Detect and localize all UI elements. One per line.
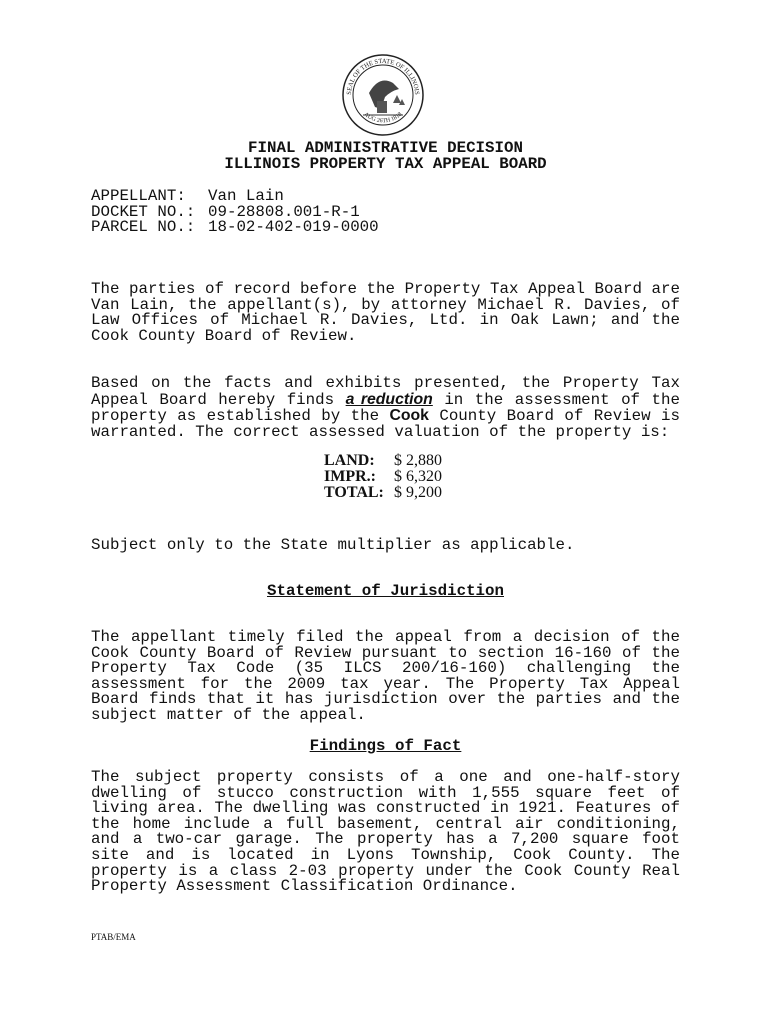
parties-paragraph xyxy=(91,282,680,344)
case-info xyxy=(91,189,680,236)
footer-initials: PTAB/EMA xyxy=(91,932,136,942)
state-seal-icon xyxy=(341,53,425,137)
heading-text: Statement of Jurisdiction xyxy=(267,582,504,600)
title-line-1: FINAL ADMINISTRATIVE DECISION xyxy=(248,139,523,157)
svg-text:AUG 26TH 1818: AUG 26TH 1818 xyxy=(362,111,404,125)
value: $ 6,320 xyxy=(394,468,442,485)
county-name: Cook xyxy=(389,407,429,425)
paragraph-text: The subject property consists of a one and one-half-story dwelling of stucco construction with 1,555 square feet of living area. The dwelling was constructed in 1921. Features of the home include a full basement, central air conditioning, and a two-car garage. The property has a 7,200 square foot site and is located in Lyons Township, Cook County. The property is a class 2-03 property under the Cook County Real Property Assessment Classification Ordinance. xyxy=(91,768,680,896)
heading-text: Findings of Fact xyxy=(309,737,462,755)
jurisdiction-heading xyxy=(91,584,680,600)
value: Van Lain xyxy=(208,187,284,205)
svg-text:SEAL OF THE STATE OF ILLINOIS: SEAL OF THE STATE OF ILLINOIS xyxy=(345,57,421,95)
parcel-row xyxy=(91,220,680,236)
label: DOCKET NO.: xyxy=(91,202,196,221)
decision-paragraph xyxy=(91,376,680,440)
findings-paragraph xyxy=(91,770,680,895)
label: LAND: xyxy=(324,452,375,469)
value: $ 9,200 xyxy=(394,484,442,501)
label: APPELLANT: xyxy=(91,187,186,205)
paragraph-text xyxy=(91,376,680,440)
value: 09-28808.001-R-1 xyxy=(208,202,360,221)
label: IMPR.: xyxy=(324,468,376,485)
value: 18-02-402-019-0000 xyxy=(208,218,379,237)
finding-emphasis: a reduction xyxy=(345,390,433,408)
paragraph-text: The appellant timely filed the appeal from a decision of the Cook County Board of Review pursuant to section 16-160 of the Property Tax Code (35 ILCS 200/16-160) challenging the assessment for the 2009 tax year. The Property Tax Appeal Board finds that it has jurisdiction over the parties and the subject matter of the appeal. xyxy=(91,628,680,724)
land-row xyxy=(324,453,442,469)
label: TOTAL: xyxy=(324,484,384,501)
text: in the assessment of the property as established by the xyxy=(91,390,680,426)
value: $ 2,880 xyxy=(394,452,442,469)
document-title xyxy=(91,141,680,172)
text: County Board of Review is warranted. The correct assessed valuation of the property is: xyxy=(91,407,680,441)
jurisdiction-paragraph xyxy=(91,630,680,724)
multiplier-note: Subject only to the State multiplier as applicable. xyxy=(91,536,575,554)
findings-heading xyxy=(91,739,680,755)
paragraph-text: The parties of record before the Property Tax Appeal Board are Van Lain, the appellant(s), by attorney Michael R. Davies, of Law Offices of Michael R. Davies, Ltd. in Oak Lawn; and the Cook County Board of Review. xyxy=(91,280,680,345)
impr-row xyxy=(324,469,442,485)
total-row xyxy=(324,485,442,501)
text: Based on the facts and exhibits presented, the Property Tax Appeal Board hereby finds xyxy=(91,374,680,409)
label: PARCEL NO.: xyxy=(91,218,196,237)
assessed-valuation xyxy=(324,453,442,501)
title-line-2: ILLINOIS PROPERTY TAX APPEAL BOARD xyxy=(224,154,547,173)
